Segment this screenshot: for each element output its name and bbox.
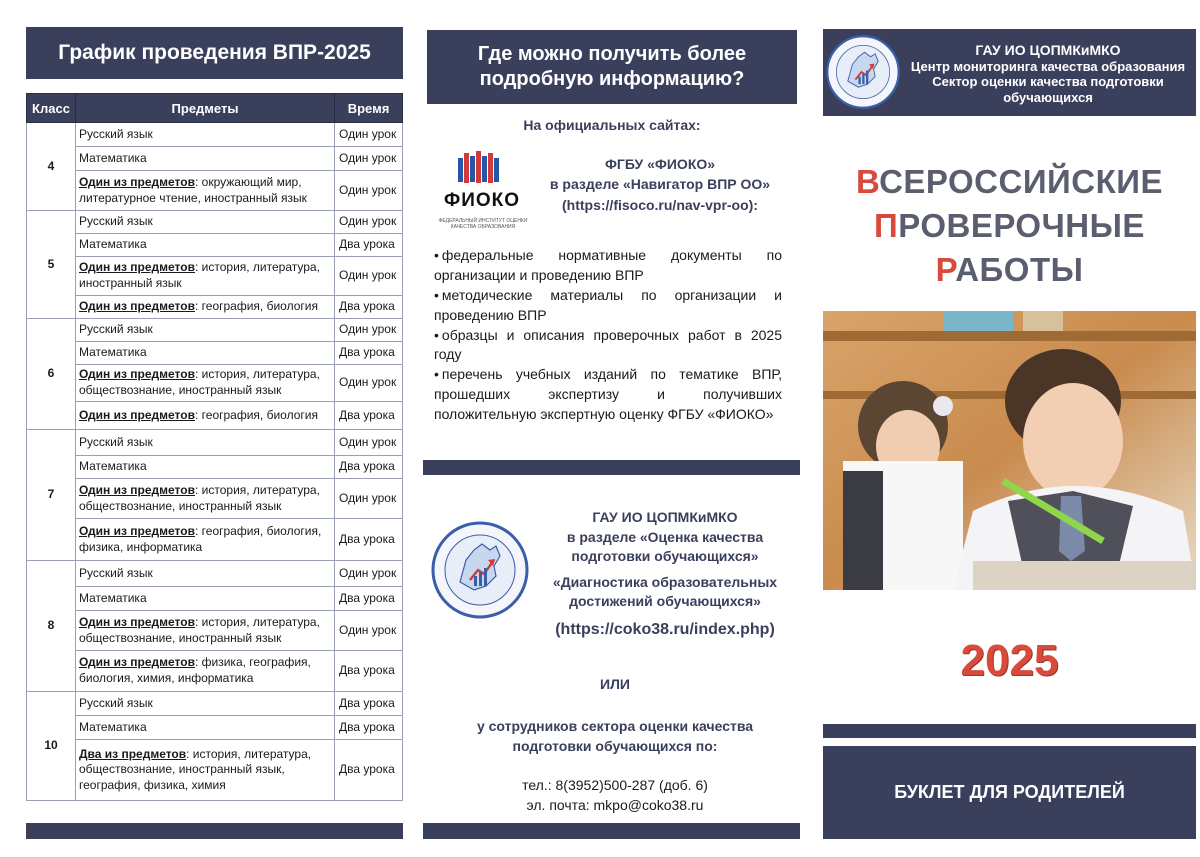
time-cell: Один урок (335, 257, 403, 296)
table-row (27, 587, 403, 611)
coko-logo (430, 520, 530, 620)
title-line (823, 248, 1196, 292)
subject-text: : окружающий мир, литературное чтение, иностранный язык (79, 174, 307, 205)
booklet-title (823, 160, 1196, 292)
panel3-strip (823, 724, 1196, 738)
subjects-cell (76, 479, 335, 519)
table-row (27, 519, 403, 561)
table-row (27, 611, 403, 651)
subjects-cell (76, 296, 335, 319)
class-cell: 5 (27, 211, 76, 319)
staff-info: у сотрудников сектора оценки качества подготовки обучающихся по: (476, 718, 754, 754)
list-item: • методические материалы по организации и проведению ВПР (434, 286, 782, 326)
subjects-cell (76, 430, 335, 456)
title-line (823, 204, 1196, 248)
title-rest: АБОТЫ (955, 251, 1084, 288)
subjects-cell (76, 740, 335, 801)
column-header-subjects: Предметы (76, 94, 335, 123)
subject-text: : история, литература, обществознание, иностранный язык, география, физика, химия (79, 746, 312, 792)
year: 2025 (960, 636, 1059, 685)
panel2-footer-bar (423, 823, 800, 839)
table-row (27, 740, 403, 801)
fioko-logo-subtitle: ФЕДЕРАЛЬНЫЙ ИНСТИТУТ ОЦЕНКИ КАЧЕСТВА ОБРАЗОВАНИЯ (438, 218, 528, 230)
subjects-cell (76, 611, 335, 651)
class-cell: 8 (27, 561, 76, 692)
fioko-logo (432, 146, 532, 238)
time-cell: Один урок (335, 171, 403, 211)
table-row (27, 319, 403, 342)
time-cell: Два урока (335, 651, 403, 692)
subject-text: Русский язык (79, 434, 153, 449)
time-cell: Два урока (335, 692, 403, 716)
class-cell: 7 (27, 430, 76, 561)
time-cell: Два урока (335, 296, 403, 319)
subject-choice-label: Один из предметов (79, 367, 195, 382)
subject-text: Математика (79, 590, 147, 605)
fioko-logo-word: ФИОКО (443, 190, 521, 211)
subject-text: Математика (79, 719, 147, 734)
table-row (27, 430, 403, 456)
contacts (440, 776, 790, 815)
coko-section: в разделе «Оценка качества подготовки обучающихся» (566, 528, 764, 565)
subjects-cell (76, 402, 335, 430)
time-cell: Один урок (335, 211, 403, 234)
class-cell: 10 (27, 692, 76, 801)
coko-info (538, 508, 792, 641)
subjects-cell (76, 234, 335, 257)
email[interactable]: эл. почта: mkpo@coko38.ru (526, 796, 704, 813)
column-header-time: Время (335, 94, 403, 123)
time-cell: Два урока (335, 402, 403, 430)
table-row (27, 692, 403, 716)
phone[interactable]: тел.: 8(3952)500-287 (доб. 6) (522, 777, 708, 793)
schedule-body (27, 123, 403, 801)
coko-name: ГАУ ИО ЦОПМКиМКО (592, 509, 738, 525)
time-cell: Один урок (335, 147, 403, 171)
title-rest: РОВЕРОЧНЫЕ (898, 207, 1145, 244)
subject-choice-label: Один из предметов (79, 655, 195, 670)
schedule-table (26, 93, 403, 801)
subjects-cell (76, 171, 335, 211)
table-row (27, 456, 403, 479)
time-cell: Один урок (335, 479, 403, 519)
fioko-bars-icon (458, 150, 502, 186)
subject-text: : история, литература, обществознание, иностранный язык (79, 367, 320, 397)
subject-text: : история, литература, обществознание, иностранный язык (79, 614, 320, 645)
schedule-header: График проведения ВПР-2025 (26, 27, 403, 79)
subjects-cell (76, 211, 335, 234)
class-cell: 4 (27, 123, 76, 211)
time-cell: Два урока (335, 740, 403, 801)
table-row (27, 651, 403, 692)
subjects-cell (76, 561, 335, 587)
subject-text: Русский язык (79, 322, 153, 337)
subject-choice-label: Два из предметов (79, 746, 187, 761)
subject-text: Математика (79, 459, 147, 474)
list-item: • образцы и описания проверочных работ в 2025 году (434, 326, 782, 366)
table-row (27, 296, 403, 319)
table-row (27, 257, 403, 296)
subject-text: : география, биология, физика, информатика (79, 523, 322, 554)
table-row (27, 147, 403, 171)
class-cell: 6 (27, 319, 76, 430)
subject-text: Русский язык (79, 565, 153, 580)
time-cell: Один урок (335, 430, 403, 456)
subject-text: : история, литература, иностранный язык (79, 260, 320, 290)
org-header (823, 29, 1196, 116)
subjects-cell (76, 456, 335, 479)
subjects-cell (76, 147, 335, 171)
time-cell: Два урока (335, 519, 403, 561)
title-line (823, 160, 1196, 204)
org-line: Центр мониторинга качества образования (910, 58, 1186, 74)
time-cell: Два урока (335, 716, 403, 740)
subject-text: Математика (79, 237, 147, 252)
fioko-info (540, 154, 780, 215)
official-sites-label: На официальных сайтах: (523, 117, 701, 133)
coko-link[interactable]: (https://coko38.ru/index.php) (555, 620, 775, 638)
title-initial: П (874, 207, 899, 244)
time-cell: Один урок (335, 319, 403, 342)
table-row (27, 211, 403, 234)
table-row (27, 561, 403, 587)
org-line: Сектор оценки качества подготовки (932, 74, 1164, 90)
subject-text: Математика (79, 345, 147, 360)
subject-choice-label: Один из предметов (79, 260, 195, 275)
table-row (27, 123, 403, 147)
subjects-cell (76, 319, 335, 342)
students-photo (823, 311, 1196, 590)
fioko-name: ФГБУ «ФИОКО» (604, 156, 716, 172)
title-rest: СЕРОССИЙСКИЕ (879, 163, 1163, 200)
list-item: • перечень учебных изданий по тематике ВПР, прошедших экспертизу и получивших положительную экспертную оценку ФГБУ «ФИОКО» (434, 365, 782, 425)
time-cell: Два урока (335, 456, 403, 479)
subject-text: : география, биология (194, 407, 318, 422)
time-cell: Два урока (335, 587, 403, 611)
fioko-link[interactable]: (https://fisoco.ru/nav-vpr-oo): (562, 196, 758, 213)
panel1-footer-bar (26, 823, 403, 839)
coko-logo-small (825, 33, 901, 111)
org-line: ГАУ ИО ЦОПМКиМКО (975, 42, 1121, 58)
fioko-section: в разделе «Навигатор ВПР ОО» (549, 176, 771, 193)
subject-text: : география, биология (194, 299, 318, 314)
subject-text: Русский язык (79, 214, 153, 229)
subjects-cell (76, 716, 335, 740)
students-illustration (823, 311, 1196, 590)
org-line: обучающихся (1003, 89, 1093, 105)
subjects-cell (76, 342, 335, 365)
subjects-cell (76, 257, 335, 296)
schedule-header-row (27, 94, 403, 123)
subject-choice-label: Один из предметов (79, 482, 195, 497)
time-cell: Два урока (335, 342, 403, 365)
subject-choice-label: Один из предметов (79, 523, 195, 538)
subject-text: : история, литература, обществознание, иностранный язык (79, 482, 320, 513)
title-initial: В (856, 163, 880, 200)
column-header-class: Класс (27, 94, 76, 123)
time-cell: Один урок (335, 611, 403, 651)
time-cell: Один урок (335, 365, 403, 402)
subject-choice-label: Один из предметов (79, 174, 195, 189)
subjects-cell (76, 587, 335, 611)
time-cell: Два урока (335, 234, 403, 257)
resources-list (434, 246, 782, 425)
time-cell: Один урок (335, 123, 403, 147)
subject-text: Русский язык (79, 126, 153, 141)
or-label: ИЛИ (600, 676, 630, 692)
subjects-cell (76, 365, 335, 402)
booklet-footer: БУКЛЕТ ДЛЯ РОДИТЕЛЕЙ (823, 746, 1196, 839)
list-item: • федеральные нормативные документы по организации и проведению ВПР (434, 246, 782, 286)
info-header: Где можно получить более подробную информацию? (427, 30, 797, 104)
table-row (27, 479, 403, 519)
table-row (27, 342, 403, 365)
table-row (27, 716, 403, 740)
coko-subsection: «Диагностика образовательных достижений обучающихся» (552, 573, 778, 610)
subject-text: : физика, география, биология, химия, информатика (79, 655, 311, 685)
table-row (27, 234, 403, 257)
subject-choice-label: Один из предметов (79, 614, 195, 629)
table-row (27, 171, 403, 211)
subjects-cell (76, 692, 335, 716)
panel2-divider-bar (423, 460, 800, 475)
table-row (27, 365, 403, 402)
table-row (27, 402, 403, 430)
subject-choice-label: Один из предметов (79, 299, 195, 314)
subject-choice-label: Один из предметов (79, 407, 195, 422)
time-cell: Один урок (335, 561, 403, 587)
subjects-cell (76, 123, 335, 147)
subjects-cell (76, 519, 335, 561)
subject-text: Русский язык (79, 695, 153, 710)
subjects-cell (76, 651, 335, 692)
title-initial: Р (935, 251, 956, 288)
subject-text: Математика (79, 150, 147, 165)
org-name (903, 42, 1193, 106)
